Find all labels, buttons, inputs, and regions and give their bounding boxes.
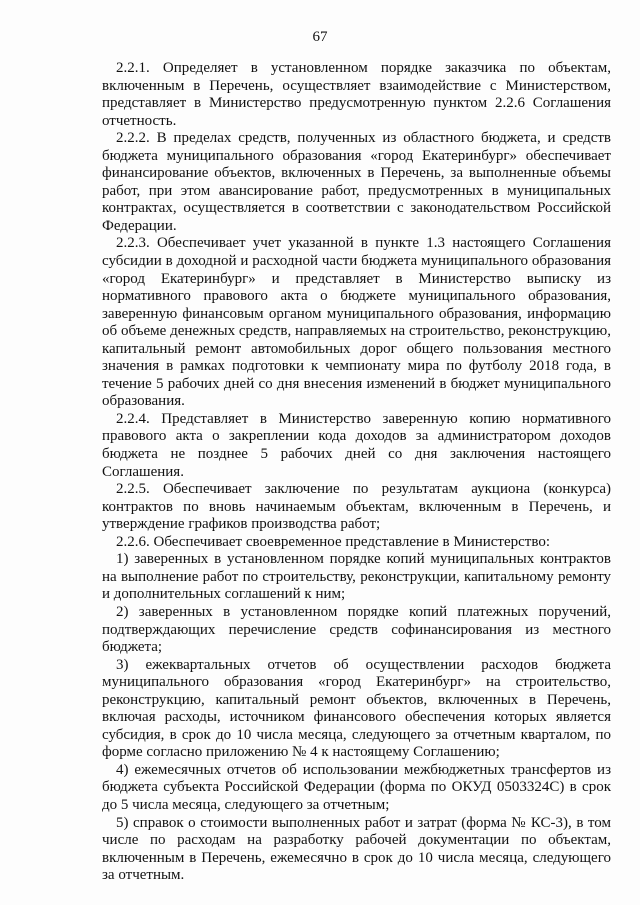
paragraph-2-2-3: 2.2.3. Обеспечивает учет указанной в пункте 1.3 настоящего Соглашения субсидии в доходной и расходной части бюджета муниципального образования «город Екатеринбург» и представляет в Министерство выписку из нормативного правового акта о бюджете муниципального образования, заверенную финансовым органом муниципального образования, информацию об объеме денежных средств, направляемых на строительство, реконструкцию, капитальный ремонт автомобильных дорог общего пользования местного значения в рамках подготовки к чемпионату мира по футболу 2018 года, в течение 5 рабочих дней со дня внесения изменений в бюджет муниципального образования. bbox=[102, 235, 611, 410]
list-item-4: 4) ежемесячных отчетов об использовании межбюджетных трансфертов из бюджета субъекта Российской Федерации (форма по ОКУД 0503324С) в срок до 5 числа месяца, следующего за отчетным; bbox=[102, 761, 611, 813]
page-number: 67 bbox=[312, 29, 328, 45]
list-item-3: 3) ежеквартальных отчетов об осуществлении расходов бюджета муниципального образования «город Екатеринбург» на строительство, реконструкцию, капитальный ремонт объектов, включенных в Перечень, включая расходы, источником финансового обеспечения которых является субсидия, в срок до 10 числа месяца, следующего за отчетным кварталом, по форме согласно приложению № 4 к настоящему Соглашению; bbox=[102, 656, 611, 761]
paragraph-2-2-1: 2.2.1. Определяет в установленном порядке заказчика по объектам, включенным в Перечень, осуществляет взаимодействие с Министерством, представляет в Министерство предусмотренную пунктом 2.2.6 Соглашения отчетность. bbox=[102, 60, 611, 129]
document-body bbox=[102, 60, 611, 885]
paragraph-2-2-5: 2.2.5. Обеспечивает заключение по результатам аукциона (конкурса) контрактов по вновь начинаемым объектам, включенным в Перечень, и утверждение графиков производства работ; bbox=[102, 481, 611, 533]
list-item-1: 1) заверенных в установленном порядке копий муниципальных контрактов на выполнение работ по строительству, реконструкции, капитальному ремонту и дополнительных соглашений к ним; bbox=[102, 551, 611, 603]
paragraph-2-2-6: 2.2.6. Обеспечивает своевременное представление в Министерство: bbox=[116, 533, 551, 550]
list-item-5: 5) справок о стоимости выполненных работ и затрат (форма № КС-3), в том числе по расходам на разработку рабочей документации по объектам, включенным в Перечень, ежемесячно в срок до 10 числа месяца, следующего за отчетным. bbox=[102, 814, 611, 884]
paragraph-2-2-2: 2.2.2. В пределах средств, полученных из областного бюджета, и средств бюджета муниципального образования «город Екатеринбург» обеспечивает финансирование объектов, включенных в Перечень, за выполненные объемы работ, при этом авансирование работ, предусмотренных в муниципальных контрактах, осуществляется в соответствии с законодательством Российской Федерации. bbox=[102, 130, 611, 234]
paragraph-2-2-4: 2.2.4. Представляет в Министерство заверенную копию нормативного правового акта о закреплении кода доходов за администратором доходов бюджета не позднее 5 рабочих дней со дня заключения настоящего Соглашения. bbox=[102, 410, 611, 480]
list-item-2: 2) заверенных в установленном порядке копий платежных поручений, подтверждающих перечисление средств софинансирования из местного бюджета; bbox=[102, 603, 611, 656]
